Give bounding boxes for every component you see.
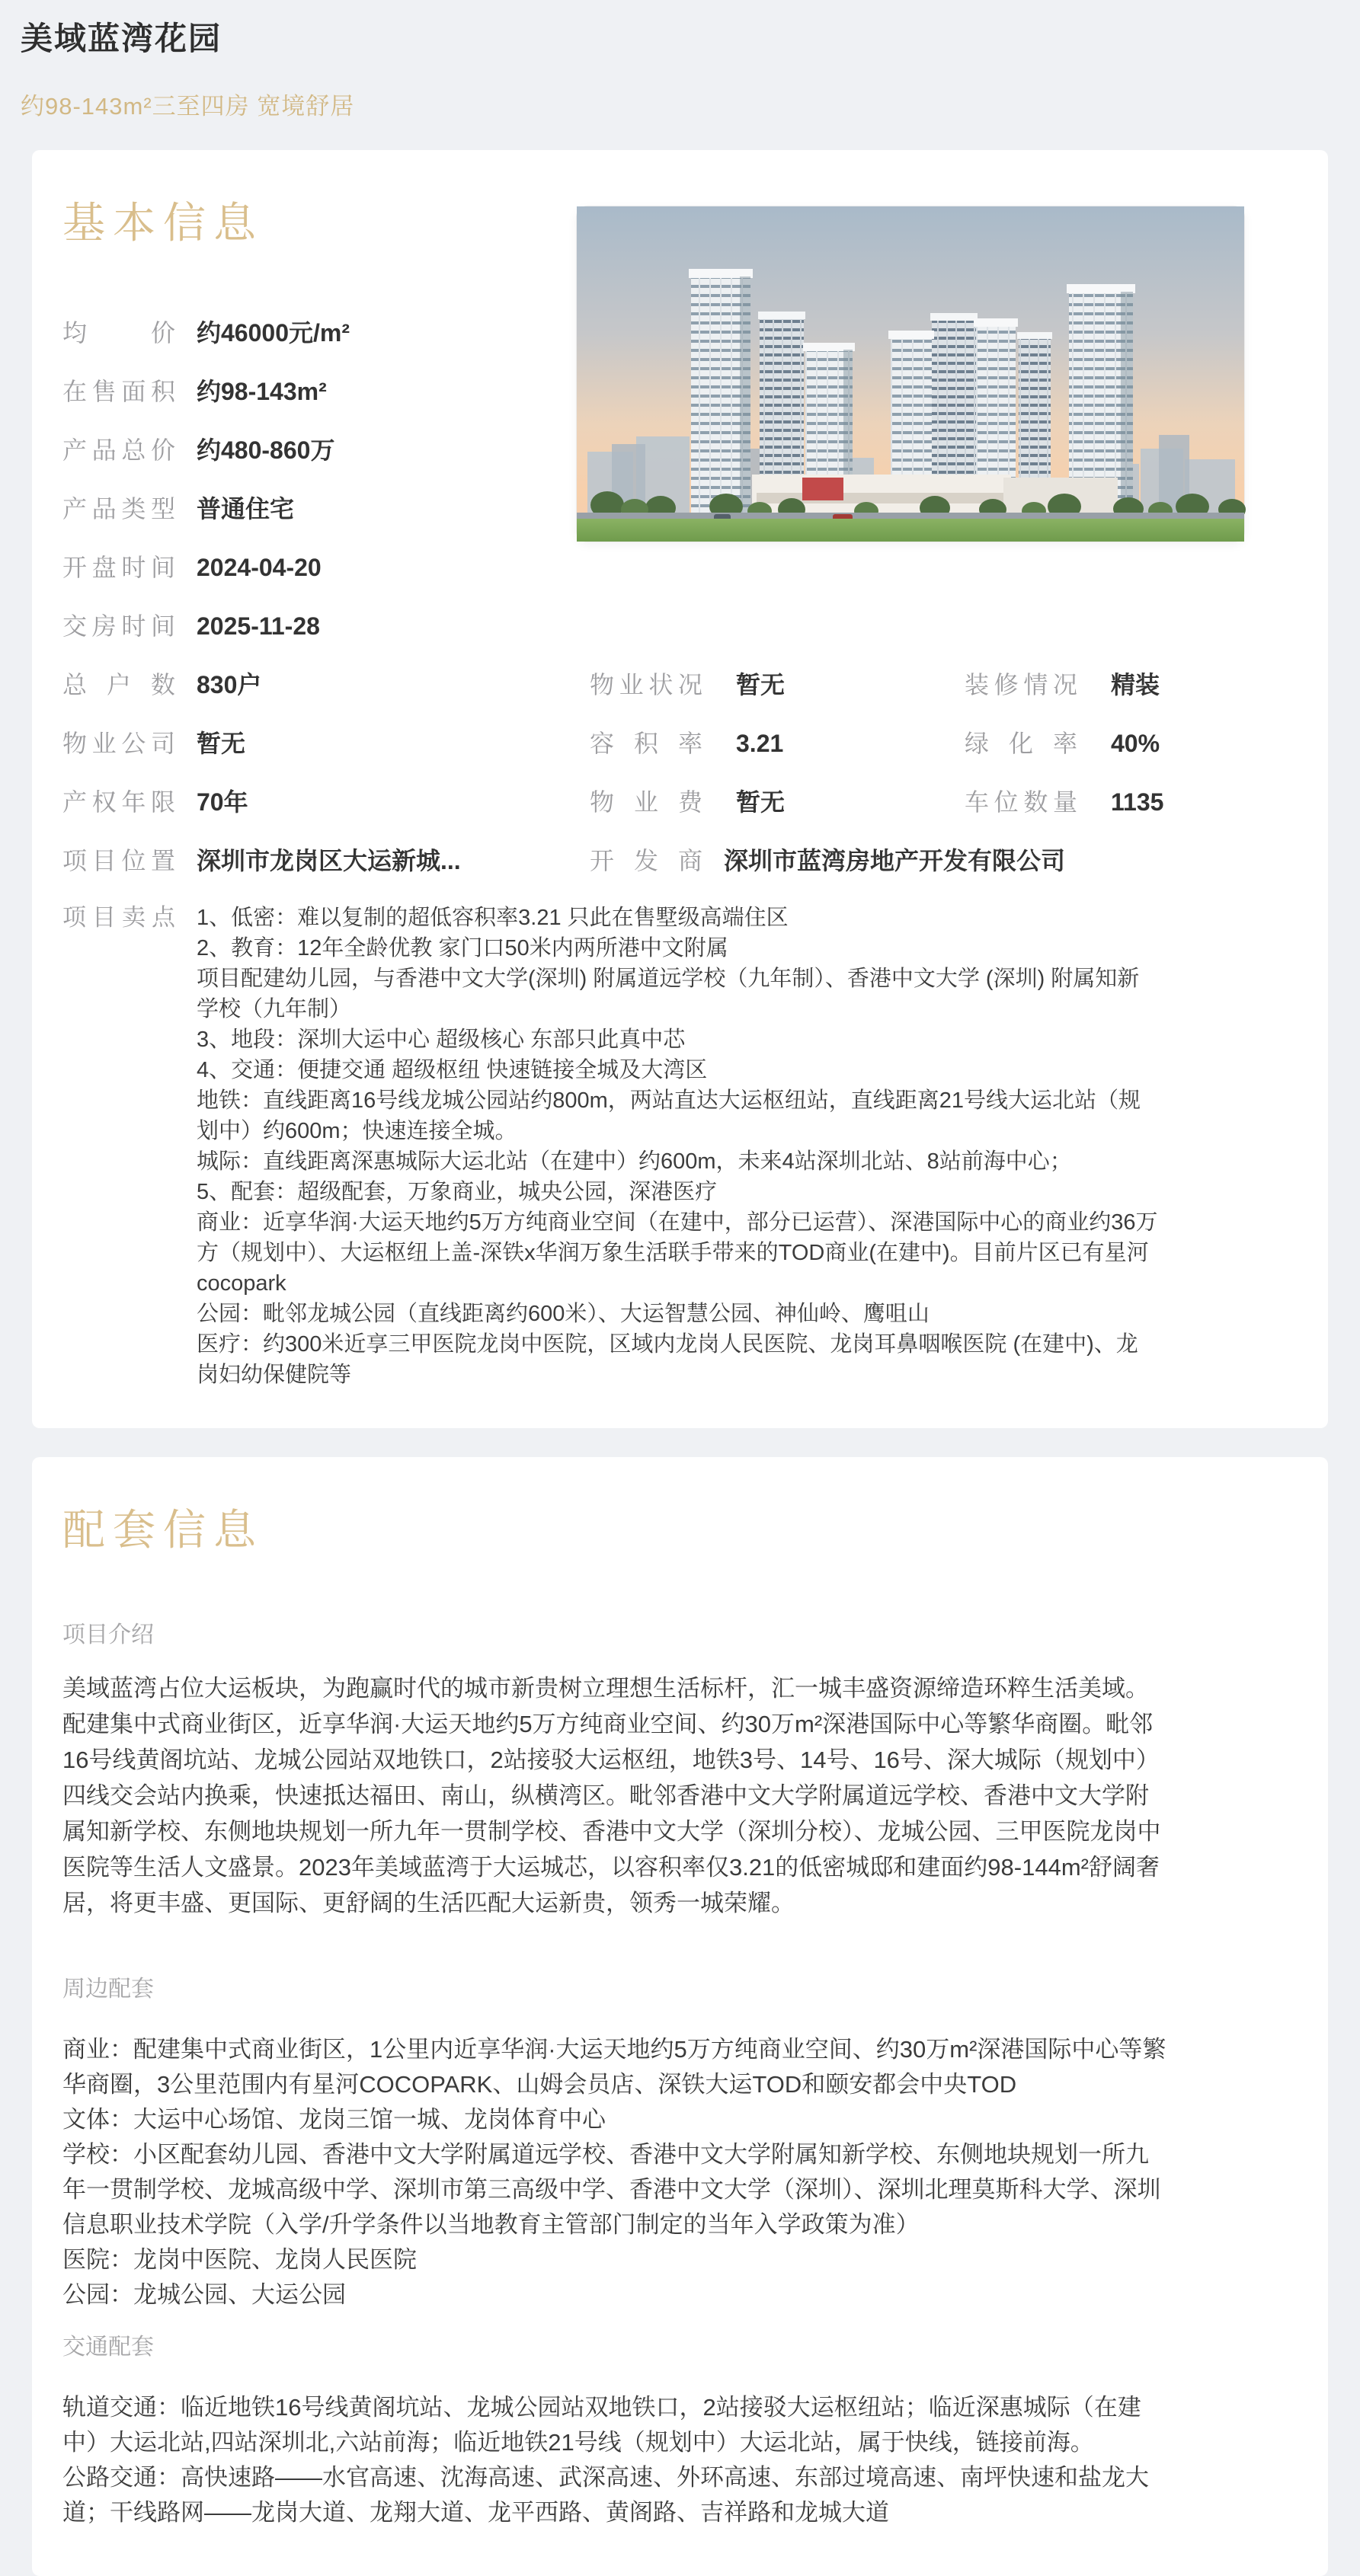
traffic-line-road: 公路交通：高快速路——水官高速、沈海高速、武深高速、外环高速、东部过境高速、南坪快速和盐龙大道；干线路网——龙岗大道、龙翔大道、龙平西路、黄阁路、吉祥路和龙城大道 (62, 2464, 1149, 2526)
surrounding-line-school: 学校：小区配套幼儿园、香港中文大学附属道远学校、香港中文大学附属知新学校、东侧地块规划一所九年一贯制学校、龙城高级中学、深圳市第三高级中学、香港中文大学（深圳）、深圳北理莫斯科大学、深圳信息职业技术学院（入学/升学条件以当地教育主管部门制定的当年入学政策为准） (62, 2141, 1161, 2239)
field-label: 车位数量 (965, 788, 1077, 817)
field-label: 物业费 (590, 788, 702, 817)
field-label: 物业公司 (62, 730, 175, 758)
field-value: 830户 (197, 671, 262, 699)
intro-paragraph: 美域蓝湾占位大运板块，为跑赢时代的城市新贵树立理想生活标杆，汇一城丰盛资源缔造环粹生活美域。配建集中式商业街区，近享华润·大运天地约5万方纯商业空间、约30万m²深港国际中心等繁华商圈。毗邻16号线黄阁坑站、龙城公园站双地铁口，2站接驳大运枢纽，地铁3号、14号、16号、深大城际（规划中）四线交会站内换乘，快速抵达福田、南山，纵横湾区。毗邻香港中文大学附属道远学校、香港中文大学附属知新学校、东侧地块规划一所九年一贯制学校、香港中文大学（深圳分校）、龙城公园、三甲医院龙岗中医院等生活人文盛景。2023年美域蓝湾于大运城芯，以容积率仅3.21的低密城邸和建面约98-144m²舒阔奢居，将更丰盛、更国际、更舒阔的生活匹配大运新贵，领秀一城荣耀。 (62, 1675, 1161, 1917)
grid-row (62, 668, 1298, 702)
field-label: 绿化率 (965, 730, 1077, 758)
grid-cell (965, 785, 1298, 819)
selling-point-line: 项目配建幼儿园，与香港中文大学(深圳) 附属道远学校（九年制）、香港中文大学 (深圳) 附属知新学校（九年制） (197, 967, 1140, 1022)
section-title-facility: 配套信息 (62, 1506, 264, 1555)
grid-cell (62, 668, 590, 702)
field-value: 40% (1111, 730, 1160, 758)
field-value: 约46000元/m² (197, 319, 350, 347)
field-label-selling-points: 项目卖点 (62, 904, 175, 932)
surrounding-line-hospital: 医院：龙岗中医院、龙岗人民医院 (62, 2246, 417, 2274)
property-photo[interactable] (577, 206, 1244, 542)
field-label: 在售面积 (62, 378, 175, 406)
field-value: 2025-11-28 (197, 612, 320, 641)
selling-point-line: 城际：直线距离深惠城际大运北站（在建中）约600m，未来4站深圳北站、8站前海中心； (197, 1149, 1072, 1175)
field-label: 产品类型 (62, 495, 175, 523)
page-subtitle: 约98-143m²三至四房 宽境舒居 (21, 93, 355, 120)
subsection-label-intro: 项目介绍 (62, 1622, 154, 1648)
selling-point-line: 公园：毗邻龙城公园（直线距离约600米）、大运智慧公园、神仙岭、鹰咀山 (197, 1302, 930, 1327)
traffic-line-rail: 轨道交通：临近地铁16号线黄阁坑站、龙城公园站双地铁口，2站接驳大运枢纽站；临近深惠城际（在建中）大运北站,四站深圳北,六站前海；临近地铁21号线（规划中）大运北站，属于快线，链接前海。 (62, 2394, 1141, 2456)
field-value: 暂无 (736, 788, 786, 817)
page-header (0, 0, 1360, 121)
field-label: 均价 (62, 319, 175, 347)
surrounding-line-park: 公园：龙城公园、大运公园 (62, 2281, 346, 2309)
selling-point-line: 2、教育：12年全龄优教 家门口50米内两所港中文附属 (197, 936, 728, 961)
grid-cell (590, 844, 1065, 877)
field-label: 物业状况 (590, 671, 702, 699)
card-basic-info (32, 150, 1328, 1428)
field-value: 约98-143m² (197, 378, 327, 406)
basic-info-grid (62, 668, 1298, 877)
selling-point-line: 商业：近享华润·大运天地约5万方纯商业空间（在建中，部分已运营）、深港国际中心的商业约36万方（规划中）、大运枢纽上盖-深铁x华润万象生活联手带来的TOD商业(在建中)。目前片区已有星河cocopark (197, 1210, 1158, 1296)
field-label: 产权年限 (62, 788, 175, 817)
field-label: 交房时间 (62, 612, 175, 641)
field-label: 产品总价 (62, 436, 175, 465)
selling-points (62, 903, 1298, 1390)
field-value: 暂无 (197, 730, 246, 758)
field-value: 2024-04-20 (197, 554, 322, 582)
field-label: 开盘时间 (62, 554, 175, 582)
page-title: 美域蓝湾花园 (21, 21, 222, 56)
grid-row-location (62, 844, 1298, 877)
field-value: 1135 (1111, 788, 1164, 817)
selling-point-line: 5、配套：超级配套，万象商业，城央公园，深港医疗 (197, 1180, 718, 1205)
grid-row (62, 785, 1298, 819)
surrounding-line-business: 商业：配建集中式商业街区，1公里内近享华润·大运天地约5万方纯商业空间、约30万m²深港国际中心等繁华商圈，3公里范围内有星河COCOPARK、山姆会员店、深铁大运TOD和颐安都会中央TOD (62, 2036, 1166, 2098)
grid-cell (590, 668, 965, 702)
selling-points-text (197, 903, 1158, 1390)
field-value: 约480-860万 (197, 436, 335, 465)
selling-point-line: 1、低密：难以复制的超低容积率3.21 只此在售墅级高端住区 (197, 906, 789, 931)
surrounding-line-culture: 文体：大运中心场馆、龙岗三馆一城、龙岗体育中心 (62, 2106, 606, 2133)
field-value: 普通住宅 (197, 495, 295, 523)
field-value: 精装 (1111, 671, 1160, 699)
subsection-label-surrounding: 周边配套 (62, 1977, 154, 2002)
grid-cell (590, 785, 965, 819)
grid-cell (62, 727, 590, 760)
surrounding-lines (62, 2032, 1298, 2312)
subsection-label-traffic: 交通配套 (62, 2335, 154, 2360)
field-label: 开发商 (590, 847, 702, 875)
grid-cell (965, 727, 1298, 760)
selling-point-line: 3、地段：深圳大运中心 超级核心 东部只此真中芯 (197, 1028, 686, 1053)
field-label: 总户数 (62, 671, 175, 699)
grid-cell (62, 844, 590, 877)
field-value-location: 深圳市龙岗区大运新城... (197, 847, 461, 875)
field-label: 项目位置 (62, 847, 175, 875)
grid-cell (965, 668, 1298, 702)
field-value: 暂无 (736, 671, 786, 699)
field-label: 装修情况 (965, 671, 1077, 699)
info-row-open-date (62, 551, 1298, 584)
field-value: 3.21 (736, 730, 784, 758)
grid-cell (62, 785, 590, 819)
grid-cell (590, 727, 965, 760)
field-value-developer: 深圳市蓝湾房地产开发有限公司 (724, 847, 1066, 875)
selling-point-line: 医疗：约300米近享三甲医院龙岗中医院，区域内龙岗人民医院、龙岗耳鼻咽喉医院 (在建中)、龙岗妇幼保健院等 (197, 1332, 1138, 1388)
info-row-delivery-date (62, 609, 1298, 643)
selling-point-line: 4、交通：便捷交通 超级枢纽 快速链接全城及大湾区 (197, 1058, 708, 1083)
building-render-illustration (577, 206, 1244, 542)
traffic-lines (62, 2390, 1298, 2530)
grid-row (62, 727, 1298, 760)
selling-point-line: 地铁：直线距离16号线龙城公园站约800m，两站直达大运枢纽站，直线距离21号线大运北站（规划中）约600m；快速连接全城。 (197, 1088, 1141, 1144)
section-title-basic: 基本信息 (62, 199, 264, 248)
card-facility-info (32, 1457, 1328, 2576)
field-value: 70年 (197, 788, 248, 817)
field-label: 容积率 (590, 730, 702, 758)
